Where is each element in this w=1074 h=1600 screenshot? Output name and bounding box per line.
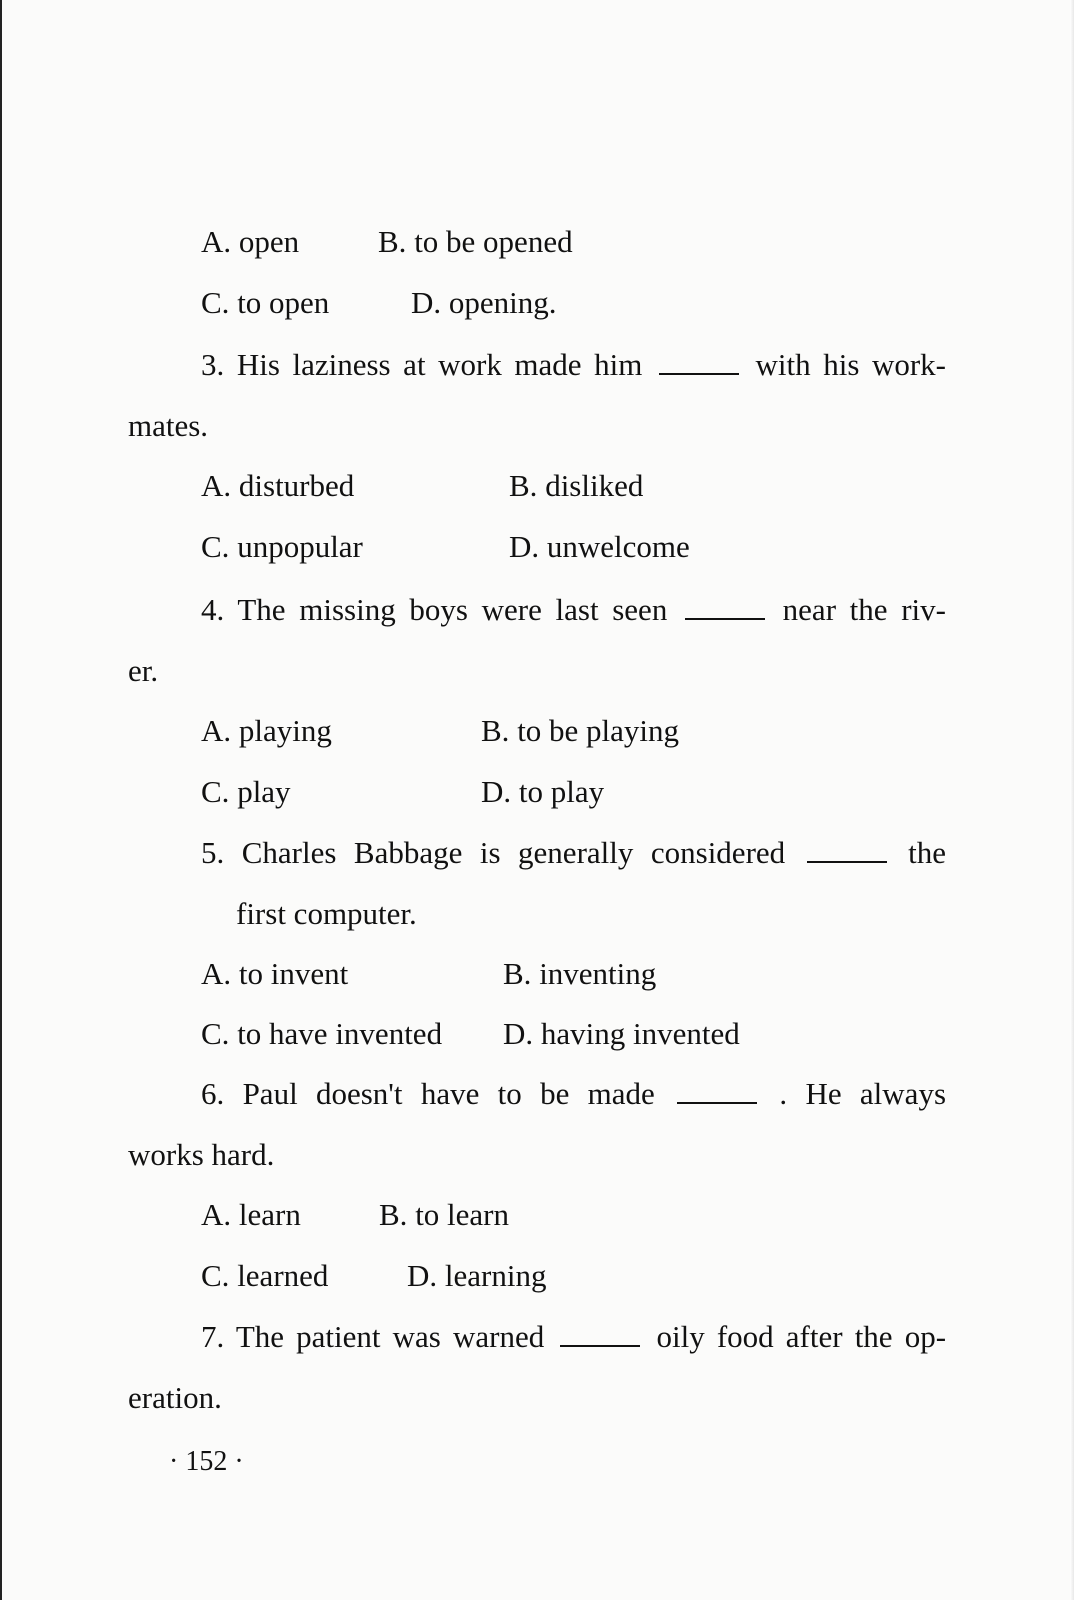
option-b: B. disliked: [509, 468, 644, 503]
answer-blank: [659, 349, 739, 375]
option-row: [201, 527, 801, 567]
question-number: 7.: [201, 1319, 225, 1354]
option-a: A. to invent: [201, 956, 349, 991]
option-b: B. to learn: [379, 1197, 510, 1232]
option-row: [201, 1256, 801, 1296]
option-b: B. to be opened: [378, 224, 573, 259]
option-row: [201, 1195, 801, 1235]
option-row: [201, 1014, 801, 1054]
option-c: C. learned: [201, 1258, 329, 1293]
option-row: [201, 711, 801, 751]
option-row: [201, 283, 801, 323]
question-stem: 7. The patient was warned oily food after the op-: [201, 1319, 947, 1354]
option-a: A. learn: [201, 1197, 301, 1232]
option-d: D. learning: [407, 1258, 547, 1293]
page-number: · 152 ·: [169, 1446, 244, 1477]
question-continuation: first computer.: [236, 896, 417, 931]
option-b: B. to be playing: [481, 713, 680, 748]
option-c: C. to open: [201, 285, 330, 320]
question-stem: 5. Charles Babbage is generally considered the: [201, 835, 947, 870]
option-c: C. play: [201, 774, 291, 809]
option-d: D. unwelcome: [509, 529, 690, 564]
option-row: [201, 954, 801, 994]
question-number: 3.: [201, 347, 225, 382]
option-a: A. playing: [201, 713, 332, 748]
option-row: [201, 772, 801, 812]
question-number: 6.: [201, 1076, 225, 1111]
option-row: [201, 466, 801, 506]
option-d: D. opening.: [411, 285, 557, 320]
answer-blank: [807, 837, 887, 863]
answer-blank: [677, 1078, 757, 1104]
question-continuation: eration.: [128, 1380, 222, 1415]
question-continuation: er.: [128, 653, 159, 688]
question-continuation: works hard.: [128, 1137, 275, 1172]
option-a: A. open: [201, 224, 300, 259]
answer-blank: [685, 594, 765, 620]
question-number: 5.: [201, 835, 225, 870]
option-c: C. to have invented: [201, 1016, 443, 1051]
option-c: C. unpopular: [201, 529, 363, 564]
question-stem: 6. Paul doesn't have to be made . He always: [201, 1076, 947, 1111]
question-continuation: mates.: [128, 408, 209, 443]
answer-blank: [560, 1321, 640, 1347]
question-stem: 4. The missing boys were last seen near the riv-: [201, 592, 946, 627]
question-number: 4.: [201, 592, 225, 627]
option-row: [201, 222, 801, 262]
question-stem: 3. His laziness at work made him with his work-: [201, 347, 946, 382]
option-d: D. having invented: [503, 1016, 740, 1051]
option-a: A. disturbed: [201, 468, 355, 503]
option-b: B. inventing: [503, 956, 657, 991]
option-d: D. to play: [481, 774, 605, 809]
